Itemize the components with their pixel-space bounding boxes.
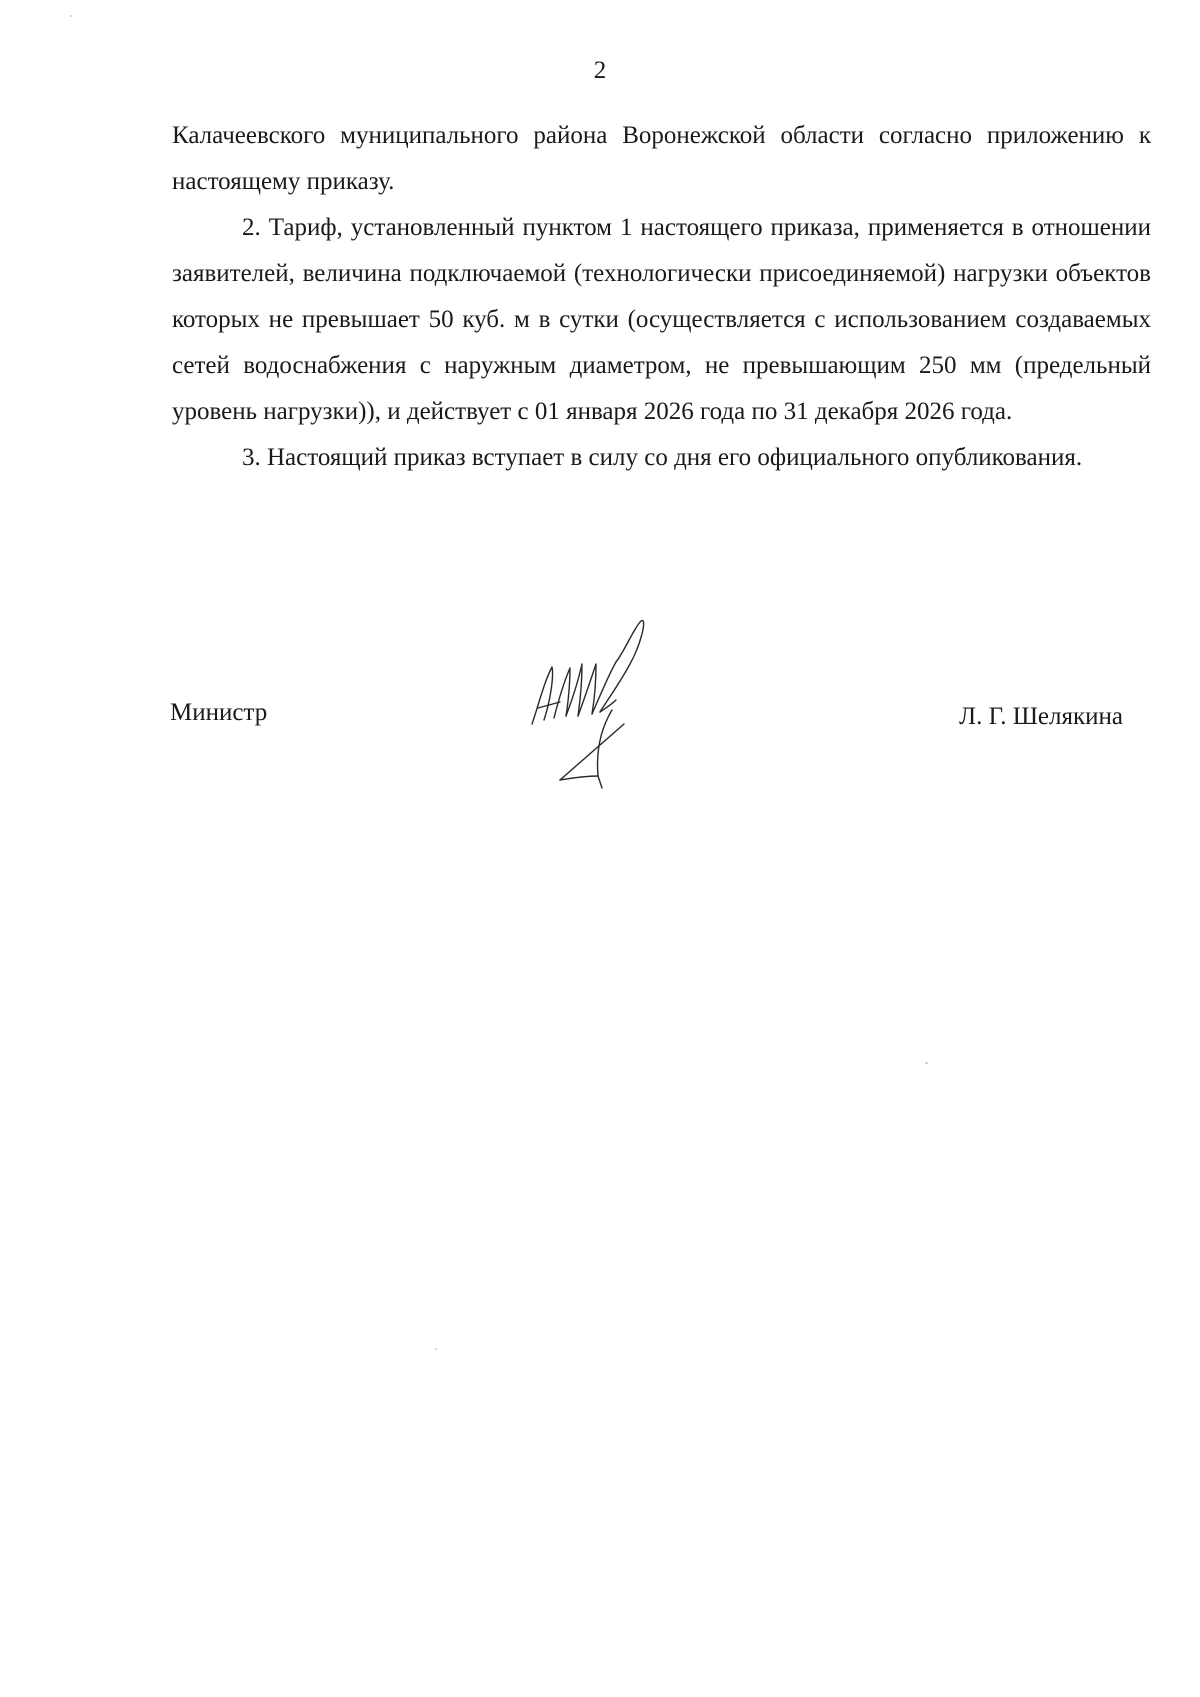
signature-block [0, 600, 1200, 820]
paragraph-continuation: Калачеевского муниципального района Воронежской области согласно приложению к настоящему приказу. [172, 122, 1151, 195]
signatory-name: Л. Г. Шелякина [959, 703, 1123, 730]
paragraph-item-2: 2. Тариф, установленный пунктом 1 настоящего приказа, применяется в отношении заявителей, величина подключаемой (технологически присоединяемой) нагрузки объектов которых не превышает 50 куб. м в сутки (осуществляется с использованием создаваемых сетей водоснабжения с наружным диаметром, не превышающим 250 мм (предельный уровень нагрузки)), и действует с 01 января 2026 года по 31 декабря 2026 года. [172, 214, 1151, 425]
paragraph-item-3: 3. Настоящий приказ вступает в силу со дня его официального опубликования. [242, 444, 1083, 471]
scan-speck [925, 1062, 928, 1064]
handwritten-signature [520, 612, 700, 812]
page-number: 2 [593, 57, 607, 84]
signatory-position: Министр [170, 699, 268, 726]
scan-speck [435, 1348, 437, 1350]
document-body [172, 113, 1151, 481]
scan-speck [70, 15, 72, 17]
